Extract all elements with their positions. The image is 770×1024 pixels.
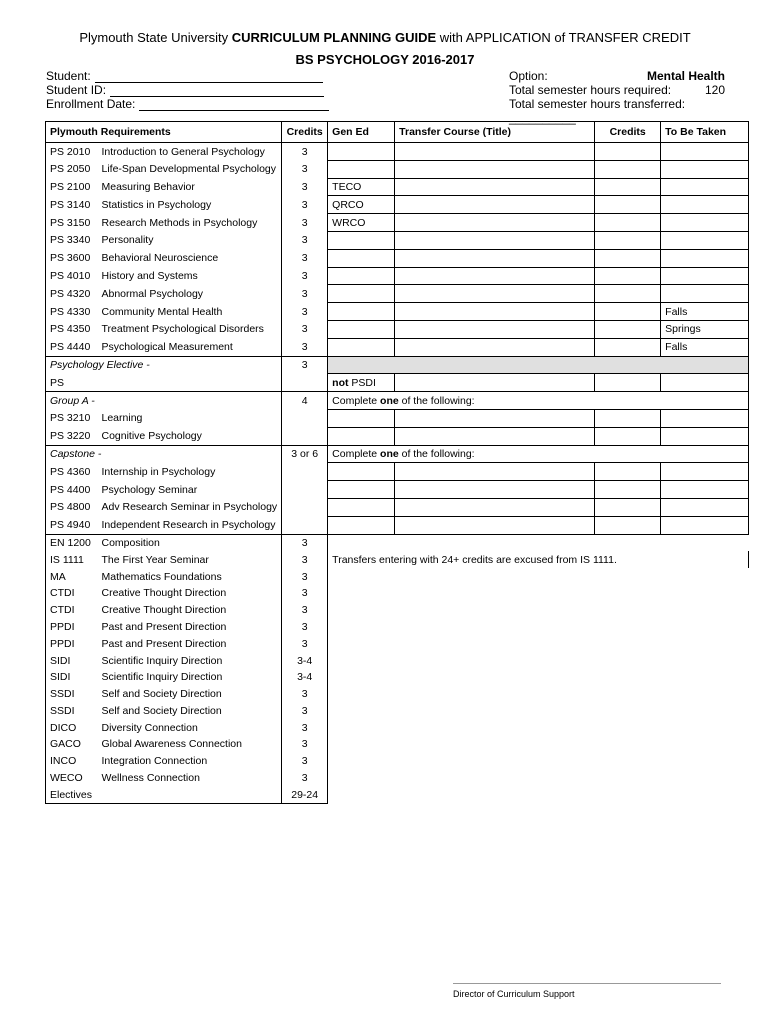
- course-row: [46, 249, 749, 267]
- to-be-taken-cell[interactable]: [661, 427, 749, 445]
- to-be-taken-cell[interactable]: Springs: [661, 320, 749, 338]
- elective-code: PS: [46, 374, 282, 392]
- capstone-item-row: [46, 516, 749, 534]
- gened-row: [46, 585, 749, 602]
- col-to-be-taken: To Be Taken: [661, 122, 749, 143]
- gened-cell[interactable]: [328, 463, 395, 481]
- course-code: SIDI: [46, 669, 98, 686]
- transfer-course-cell[interactable]: [395, 285, 595, 303]
- course-code: GACO: [46, 736, 98, 753]
- course-credits: [282, 481, 328, 499]
- course-title: Learning: [98, 409, 282, 427]
- course-row: [46, 178, 749, 196]
- gened-cell[interactable]: [328, 409, 395, 427]
- blank-cell: [328, 619, 749, 636]
- col-credits: Credits: [282, 122, 328, 143]
- blank-cell: [328, 635, 749, 652]
- course-code: IS 1111: [46, 551, 98, 568]
- gened-row: [46, 770, 749, 787]
- course-credits: 3: [282, 753, 328, 770]
- elective-note-cell: [328, 374, 395, 392]
- course-row: [46, 214, 749, 232]
- course-title: Abnormal Psychology: [98, 285, 282, 303]
- course-code: PS 4360: [46, 463, 98, 481]
- course-credits: 3: [282, 196, 328, 214]
- gened-cell[interactable]: [328, 249, 395, 267]
- transfer-credits-cell[interactable]: [595, 214, 661, 232]
- course-code: PS 4400: [46, 481, 98, 499]
- transfer-course-cell[interactable]: [395, 481, 595, 499]
- course-code: MA: [46, 568, 98, 585]
- course-title: Independent Research in Psychology: [98, 516, 282, 534]
- transfer-credits-cell[interactable]: [595, 231, 661, 249]
- course-code: PS 3340: [46, 231, 98, 249]
- course-row: [46, 303, 749, 321]
- course-credits: 3: [282, 303, 328, 321]
- not-note: not: [332, 376, 349, 389]
- course-credits: [282, 463, 328, 481]
- gened-cell[interactable]: [328, 427, 395, 445]
- to-be-taken-cell[interactable]: [661, 143, 749, 161]
- course-code: PS 3140: [46, 196, 98, 214]
- elective-label: Psychology Elective -: [46, 356, 282, 374]
- to-be-taken-cell[interactable]: [661, 463, 749, 481]
- course-code: SSDI: [46, 686, 98, 703]
- course-credits: 3: [282, 686, 328, 703]
- course-row: [46, 267, 749, 285]
- gened-row: [46, 753, 749, 770]
- course-title: Past and Present Direction: [98, 619, 282, 636]
- transfer-credits-cell[interactable]: [595, 178, 661, 196]
- transfer-credits-cell[interactable]: [595, 338, 661, 356]
- course-code: PS 2010: [46, 143, 98, 161]
- course-code: PS 3220: [46, 427, 98, 445]
- course-credits: 3: [282, 285, 328, 303]
- col-transfer-credits: Credits: [595, 122, 661, 143]
- gened-row: [46, 652, 749, 669]
- document-title: Plymouth State University CURRICULUM PLANNING GUIDE with APPLICATION of TRANSFER CREDIT: [79, 30, 691, 45]
- to-be-taken-cell[interactable]: [661, 409, 749, 427]
- blank-cell: [328, 770, 749, 787]
- gened-cell[interactable]: [328, 143, 395, 161]
- course-title: Integration Connection: [98, 753, 282, 770]
- course-title: Treatment Psychological Disorders: [98, 320, 282, 338]
- signature-label: Director of Curriculum Support: [453, 989, 575, 999]
- gened-row: [46, 602, 749, 619]
- transfer-credits-cell[interactable]: [595, 409, 661, 427]
- transfer-credits-cell[interactable]: [595, 320, 661, 338]
- transfer-credits-cell[interactable]: [595, 143, 661, 161]
- course-credits: 3-4: [282, 652, 328, 669]
- course-title: Scientific Inquiry Direction: [98, 652, 282, 669]
- note-prefix: Complete: [332, 447, 381, 460]
- elective-credits: 3: [282, 356, 328, 374]
- course-title: Research Methods in Psychology: [98, 214, 282, 232]
- course-credits: 3: [282, 143, 328, 161]
- course-credits: [282, 516, 328, 534]
- transfer-credits-cell[interactable]: [595, 427, 661, 445]
- course-title: Scientific Inquiry Direction: [98, 669, 282, 686]
- gened-cell[interactable]: WRCO: [328, 214, 395, 232]
- gened-cell[interactable]: [328, 303, 395, 321]
- groupA-header-row: [46, 392, 749, 410]
- course-title: Statistics in Psychology: [98, 196, 282, 214]
- blank-cell: [328, 652, 749, 669]
- course-title: Personality: [98, 231, 282, 249]
- transfer-course-cell[interactable]: [395, 320, 595, 338]
- to-be-taken-cell[interactable]: [661, 267, 749, 285]
- course-code: PS 2100: [46, 178, 98, 196]
- student-id-field[interactable]: [110, 85, 324, 97]
- col-plymouth-requirements: Plymouth Requirements: [46, 122, 282, 143]
- gened-cell[interactable]: QRCO: [328, 196, 395, 214]
- course-title: The First Year Seminar: [98, 551, 282, 568]
- blank-cell: [328, 669, 749, 686]
- note-bold: one: [380, 394, 399, 407]
- course-title: Composition: [98, 534, 282, 551]
- course-code: WECO: [46, 770, 98, 787]
- transfer-credits-cell[interactable]: [595, 196, 661, 214]
- course-code: PS 2050: [46, 160, 98, 178]
- course-title: Psychology Seminar: [98, 481, 282, 499]
- capstone-item-row: [46, 481, 749, 499]
- course-row: [46, 231, 749, 249]
- capstone-note: [328, 445, 749, 463]
- note-suffix: of the following:: [398, 394, 475, 407]
- course-title: Self and Society Direction: [98, 686, 282, 703]
- gened-row: [46, 635, 749, 652]
- to-be-taken-cell[interactable]: [661, 231, 749, 249]
- group-a-note: [328, 392, 749, 410]
- course-credits: 3: [282, 214, 328, 232]
- transfer-credits-cell[interactable]: [595, 516, 661, 534]
- groupA-item-row: [46, 427, 749, 445]
- col-gen-ed: Gen Ed: [328, 122, 395, 143]
- course-title: Past and Present Direction: [98, 635, 282, 652]
- student-name-field[interactable]: [95, 71, 323, 83]
- course-credits: [282, 427, 328, 445]
- gened-cell[interactable]: [328, 160, 395, 178]
- capstone-item-row: [46, 463, 749, 481]
- course-code: PS 4940: [46, 516, 98, 534]
- capstone-header-row: [46, 445, 749, 463]
- course-credits: 3-4: [282, 669, 328, 686]
- to-be-taken-cell[interactable]: [661, 160, 749, 178]
- course-code: PS 3210: [46, 409, 98, 427]
- course-credits: 3: [282, 249, 328, 267]
- blank-cell: [328, 534, 749, 551]
- electives-label: Electives: [46, 786, 282, 803]
- course-title: Psychological Measurement: [98, 338, 282, 356]
- course-credits: 3: [282, 602, 328, 619]
- gened-row: [46, 703, 749, 720]
- groupA-credits: 4: [282, 392, 328, 410]
- course-credits: 3: [282, 770, 328, 787]
- option-value: Mental Health: [646, 69, 725, 83]
- note-bold: one: [380, 447, 399, 460]
- gened-row: [46, 669, 749, 686]
- blank-cell: [328, 786, 749, 803]
- course-code: INCO: [46, 753, 98, 770]
- capstone-item-row: [46, 498, 749, 516]
- course-credits: 3: [282, 160, 328, 178]
- course-code: PS 4010: [46, 267, 98, 285]
- blank-cell: [328, 602, 749, 619]
- transfer-course-cell[interactable]: [395, 463, 595, 481]
- gened-row: [46, 686, 749, 703]
- course-code: PS 3150: [46, 214, 98, 232]
- program-title: BS PSYCHOLOGY 2016-2017: [295, 52, 475, 67]
- transfer-course-cell[interactable]: [395, 143, 595, 161]
- transfer-credits-cell[interactable]: [595, 160, 661, 178]
- transfer-credits-cell[interactable]: [595, 481, 661, 499]
- blank-cell: [328, 736, 749, 753]
- course-code: PPDI: [46, 635, 98, 652]
- course-row: [46, 143, 749, 161]
- blank-cell: [328, 568, 749, 585]
- transfer-course-cell[interactable]: [395, 160, 595, 178]
- course-credits: 3: [282, 320, 328, 338]
- course-credits: 3: [282, 267, 328, 285]
- groupA-item-row: [46, 409, 749, 427]
- course-title: Creative Thought Direction: [98, 585, 282, 602]
- course-credits: 3: [282, 635, 328, 652]
- course-credits: 3: [282, 703, 328, 720]
- col-transfer-course: Transfer Course (Title): [395, 122, 595, 143]
- blank-cell: [328, 719, 749, 736]
- course-code: CTDI: [46, 602, 98, 619]
- transfer-credits-cell[interactable]: [595, 303, 661, 321]
- hours-transferred-label[interactable]: Total semester hours transferred: __________: [509, 97, 686, 125]
- course-title: Cognitive Psychology: [98, 427, 282, 445]
- course-code: PS 4350: [46, 320, 98, 338]
- student-id-label: Student ID:: [46, 83, 107, 97]
- course-title: Community Mental Health: [98, 303, 282, 321]
- to-be-taken-cell[interactable]: [661, 498, 749, 516]
- course-credits: 3: [282, 568, 328, 585]
- option-info: [509, 69, 725, 125]
- course-title: Wellness Connection: [98, 770, 282, 787]
- course-code: EN 1200: [46, 534, 98, 551]
- course-row: [46, 285, 749, 303]
- to-be-taken-cell[interactable]: [661, 178, 749, 196]
- course-credits: [282, 409, 328, 427]
- gened-row: [46, 736, 749, 753]
- course-code: CTDI: [46, 585, 98, 602]
- electives-credits: 29-24: [282, 786, 328, 803]
- transfer-credits-cell[interactable]: [595, 285, 661, 303]
- enrollment-date-field[interactable]: [139, 99, 329, 111]
- to-be-taken-cell[interactable]: Falls: [661, 338, 749, 356]
- course-code: PS 4440: [46, 338, 98, 356]
- course-credits: 3: [282, 338, 328, 356]
- signature-line[interactable]: [453, 983, 721, 984]
- course-credits: 3: [282, 719, 328, 736]
- gened-row: [46, 619, 749, 636]
- elective-header-row: [46, 356, 749, 374]
- blank-cell: [328, 585, 749, 602]
- gened-cell[interactable]: [328, 231, 395, 249]
- course-row: [46, 338, 749, 356]
- course-title: Self and Society Direction: [98, 703, 282, 720]
- capstone-label: Capstone -: [46, 445, 282, 463]
- transfer-credits-cell[interactable]: [595, 249, 661, 267]
- to-be-taken-cell[interactable]: [661, 214, 749, 232]
- course-code: PS 4320: [46, 285, 98, 303]
- gened-cell[interactable]: [328, 338, 395, 356]
- course-title: History and Systems: [98, 267, 282, 285]
- groupA-label: Group A -: [46, 392, 282, 410]
- transfer-credits-cell[interactable]: [595, 267, 661, 285]
- course-code: PPDI: [46, 619, 98, 636]
- to-be-taken-cell[interactable]: [661, 249, 749, 267]
- transfer-course-cell[interactable]: [395, 516, 595, 534]
- gened-row: [46, 534, 749, 551]
- note-prefix: Complete: [332, 394, 381, 407]
- hours-required-value: 120: [704, 83, 725, 97]
- gened-cell[interactable]: [328, 320, 395, 338]
- course-title: Internship in Psychology: [98, 463, 282, 481]
- transfer-credits-cell[interactable]: [595, 374, 661, 392]
- course-title: Measuring Behavior: [98, 178, 282, 196]
- to-be-taken-cell[interactable]: [661, 374, 749, 392]
- course-code: PS 3600: [46, 249, 98, 267]
- curriculum-table: [45, 121, 749, 804]
- gened-row: [46, 719, 749, 736]
- to-be-taken-cell[interactable]: [661, 481, 749, 499]
- gened-cell[interactable]: [328, 516, 395, 534]
- course-credits: 3: [282, 736, 328, 753]
- gened-note: Transfers entering with 24+ credits are excused from IS 1111.: [328, 551, 749, 568]
- gened-cell[interactable]: [328, 285, 395, 303]
- transfer-course-cell[interactable]: [395, 249, 595, 267]
- gened-cell[interactable]: [328, 498, 395, 516]
- shaded-cell: [328, 356, 749, 374]
- transfer-course-cell[interactable]: [395, 214, 595, 232]
- course-row: [46, 196, 749, 214]
- course-credits: 3: [282, 619, 328, 636]
- student-label: Student:: [46, 69, 91, 83]
- course-title: Global Awareness Connection: [98, 736, 282, 753]
- elective-credits-blank: [282, 374, 328, 392]
- hours-required-label: Total semester hours required:: [509, 83, 672, 97]
- to-be-taken-cell[interactable]: Falls: [661, 303, 749, 321]
- gened-row: [46, 568, 749, 585]
- transfer-course-cell[interactable]: [395, 427, 595, 445]
- course-code: SIDI: [46, 652, 98, 669]
- course-title: Life-Span Developmental Psychology: [98, 160, 282, 178]
- course-code: PS 4800: [46, 498, 98, 516]
- course-credits: 3: [282, 231, 328, 249]
- transfer-course-cell[interactable]: [395, 303, 595, 321]
- to-be-taken-cell[interactable]: [661, 516, 749, 534]
- course-credits: [282, 498, 328, 516]
- course-title: Behavioral Neuroscience: [98, 249, 282, 267]
- course-title: Creative Thought Direction: [98, 602, 282, 619]
- gened-row: [46, 551, 749, 568]
- course-title: Adv Research Seminar in Psychology: [98, 498, 282, 516]
- gened-cell[interactable]: [328, 267, 395, 285]
- course-credits: 3: [282, 585, 328, 602]
- course-code: PS 4330: [46, 303, 98, 321]
- course-title: Introduction to General Psychology: [98, 143, 282, 161]
- transfer-course-cell[interactable]: [395, 231, 595, 249]
- course-code: SSDI: [46, 703, 98, 720]
- student-info: [46, 69, 329, 111]
- elective-note: PSDI: [348, 376, 376, 389]
- electives-row: [46, 786, 749, 803]
- transfer-course-cell[interactable]: [395, 196, 595, 214]
- elective-row: [46, 374, 749, 392]
- blank-cell: [328, 703, 749, 720]
- course-title: Diversity Connection: [98, 719, 282, 736]
- to-be-taken-cell[interactable]: [661, 285, 749, 303]
- course-code: DICO: [46, 719, 98, 736]
- gened-cell[interactable]: [328, 481, 395, 499]
- transfer-course-cell[interactable]: [395, 498, 595, 516]
- blank-cell: [328, 753, 749, 770]
- enrollment-date-label: Enrollment Date:: [46, 97, 136, 111]
- note-suffix: of the following:: [398, 447, 475, 460]
- option-label: Option:: [509, 69, 548, 83]
- course-title: Mathematics Foundations: [98, 568, 282, 585]
- transfer-course-cell[interactable]: [395, 409, 595, 427]
- transfer-course-cell[interactable]: [395, 267, 595, 285]
- course-credits: 3: [282, 534, 328, 551]
- course-row: [46, 160, 749, 178]
- transfer-credits-cell[interactable]: [595, 463, 661, 481]
- transfer-course-cell[interactable]: [395, 338, 595, 356]
- transfer-credits-cell[interactable]: [595, 498, 661, 516]
- course-credits: 3: [282, 551, 328, 568]
- blank-cell: [328, 686, 749, 703]
- course-row: [46, 320, 749, 338]
- gened-cell[interactable]: TECO: [328, 178, 395, 196]
- course-credits: 3: [282, 178, 328, 196]
- table-header-row: [46, 122, 749, 143]
- capstone-credits: 3 or 6: [282, 445, 328, 463]
- transfer-course-cell[interactable]: [395, 178, 595, 196]
- to-be-taken-cell[interactable]: [661, 196, 749, 214]
- transfer-course-cell[interactable]: [395, 374, 595, 392]
